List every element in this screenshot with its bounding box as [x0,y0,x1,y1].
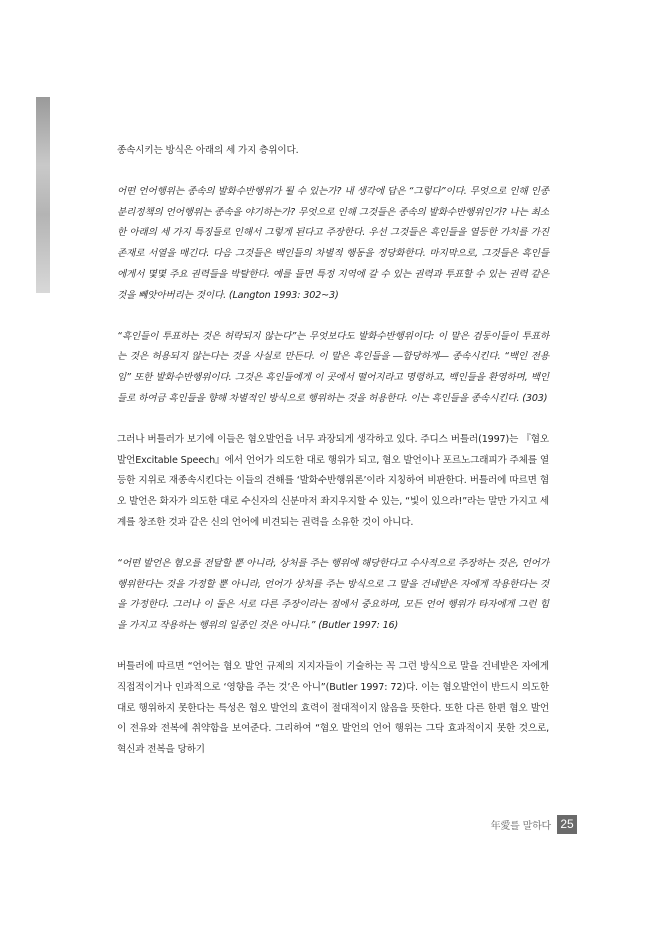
running-footer-title: 年愛를 말하다 [490,821,551,832]
body-paragraph-1: 종속시키는 방식은 아래의 세 가지 층위이다. [117,145,299,156]
page-number: 25 [557,815,577,834]
body-paragraph-2: 그러나 버틀러가 보기에 이들은 혐오발언을 너무 과장되게 생각하고 있다. 주디스 버틀러(1997)는 『혐오발언Excitable Speech』에서 언어가 의도한 대로 행위가 되고, 혐오 발언이나 포르노그래피가 주체를 열등한 지위로 재종속시킨다는 이들의 견해를 ‘발화수반행위론’이라 지칭하여 비판한다. 버틀러에 따르면 혐오 발언은 화자가 의도한 대로 수신자의 신분마저 좌지우지할 수 있는, “빛이 있으라!”라는 말만 가지고 세계를 창조한 것과 같은 신의 언어에 비견되는 권력을 소유한 것이 아니다. [117,433,549,528]
block-quote-1: 어떤 언어행위는 종속의 발화수반행위가 될 수 있는가? 내 생각에 답은 “그렇다”이다. 무엇으로 인해 인종분리정책의 언어행위는 종속을 야기하는가? 무엇으로 인해 그것들은 종속의 발화수반행위인가? 나는 최소한 아래의 세 가지 특징들로 인해서 그렇게 된다고 주장한다. 우선 그것들은 흑인들을 열등한 가치를 가진 존재로 서열을 매긴다. 다음 그것들은 백인들의 차별적 행동을 정당화한다. 마지막으로, 그것들은 흑인들에게서 몇몇 주요 권력들을 박탈한다. 예를 들면 특정 지역에 갈 수 있는 권력과 투표할 수 있는 권력 같은 것을 빼앗아버리는 것이다. (Langton 1993: 302~3) [117,185,549,301]
block-quote-2: “흑인들이 투표하는 것은 허락되지 않는다”는 무엇보다도 발화수반행위이다: 이 말은 검둥이들이 투표하는 것은 허용되지 않는다는 것을 사실로 만든다. 이 말은 흑인들을 ―합당하게― 종속시킨다. “백인 전용임” 또한 발화수반행위이다. 그것은 흑인들에게 이 곳에서 떨어지라고 명령하고, 백인들을 환영하며, 백인들로 하여금 흑인들을 향해 차별적인 방식으로 행위하는 것을 허용한다. 이는 흑인들을 종속시킨다. (303) [117,330,549,404]
main-text [117,141,549,761]
body-paragraph-3: 버틀러에 따르면 “언어는 혐오 발언 규제의 지지자들이 기술하는 꼭 그런 방식으로 말을 건네받은 자에게 직접적이거나 인과적으로 ‘영향을 주는 것’은 아니”(Butler 1997: 72)다. 이는 혐오발언이 반드시 의도한 대로 행위하지 못한다는 특성은 혐오 발언의 효력이 절대적이지 않음을 뜻한다. 또한 다른 한편 혐오 발언이 전유와 전복에 취약함을 보여준다. 그리하여 “혐오 발언의 언어 행위는 그닥 효과적이지 못한 것으로, 혁신과 전복을 당하기 [117,660,549,756]
block-quote-3: “어떤 발언은 혐오를 전달할 뿐 아니라, 상처를 주는 행위에 해당한다고 수사적으로 주장하는 것은, 언어가 행위한다는 것을 가정할 뿐 아니라, 언어가 상처를 주는 방식으로 그 말을 건네받은 자에게 작용한다는 것을 가정한다. 그러나 이 둘은 서로 다른 주장이라는 점에서 중요하며, 모든 언어 행위가 타자에게 그런 힘을 가지고 작용하는 행위의 일종인 것은 아니다.” (Butler 1997: 16) [117,557,549,632]
side-decoration-bar [36,97,50,293]
